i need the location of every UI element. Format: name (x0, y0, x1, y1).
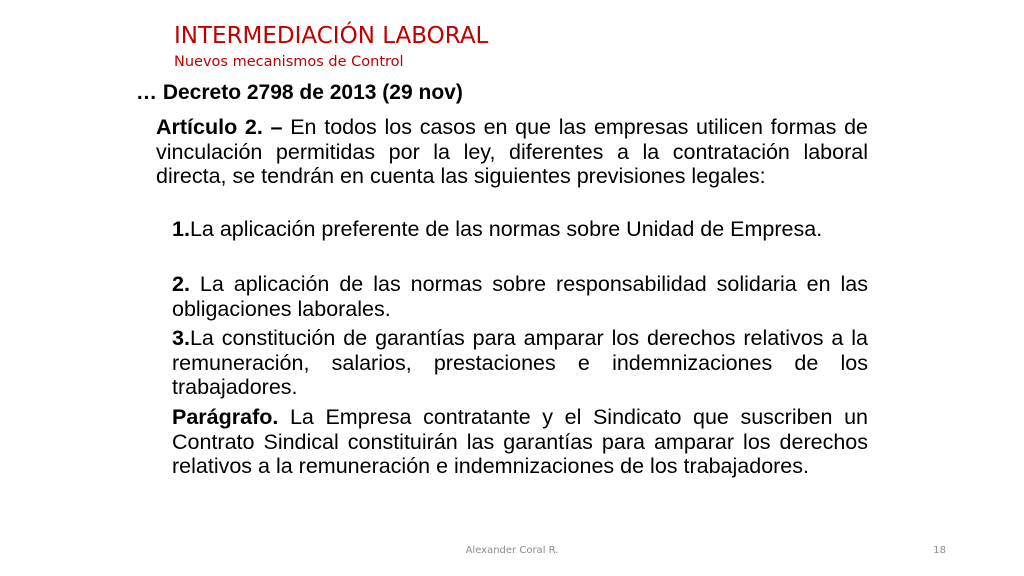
list-item-text: La constitución de garantías para amparar los derechos relativos a la remuneración, salarios, prestaciones e indemnizaciones de los trabajadores. (172, 326, 868, 399)
list-item-number: 1. (172, 217, 190, 241)
list-item-number: 2. (172, 272, 190, 296)
paragrafo-label: Parágrafo. (172, 405, 279, 429)
decree-heading: … Decreto 2798 de 2013 (29 nov) (136, 81, 463, 104)
paragrafo-paragraph (172, 405, 868, 479)
article-text: En todos los casos en que las empresas utilicen formas de vinculación permitidas por la ley, diferentes a la contratación laboral directa, se tendrán en cuenta las siguientes previsiones legales: (156, 115, 868, 188)
list-item-text: La aplicación de las normas sobre responsabilidad solidaria en las obligaciones laborales. (172, 272, 868, 321)
paragrafo-text: La Empresa contratante y el Sindicato que suscriben un Contrato Sindical constituirán las garantías para amparar los derechos relativos a la remuneración e indemnizaciones de los trabajadores. (172, 405, 868, 478)
article-paragraph (156, 115, 868, 189)
slide-number: 18 (933, 545, 946, 556)
slide-title: INTERMEDIACIÓN LABORAL (174, 23, 489, 49)
list-item-3 (172, 326, 868, 400)
article-label: Artículo 2. – (156, 115, 283, 139)
list-item-1 (172, 217, 868, 242)
list-item-text: La aplicación preferente de las normas sobre Unidad de Empresa. (189, 217, 823, 241)
footer-author: Alexander Coral R. (465, 545, 559, 556)
slide-subtitle: Nuevos mecanismos de Control (174, 54, 404, 70)
list-item-number: 3. (172, 326, 190, 350)
list-item-2 (172, 272, 868, 321)
